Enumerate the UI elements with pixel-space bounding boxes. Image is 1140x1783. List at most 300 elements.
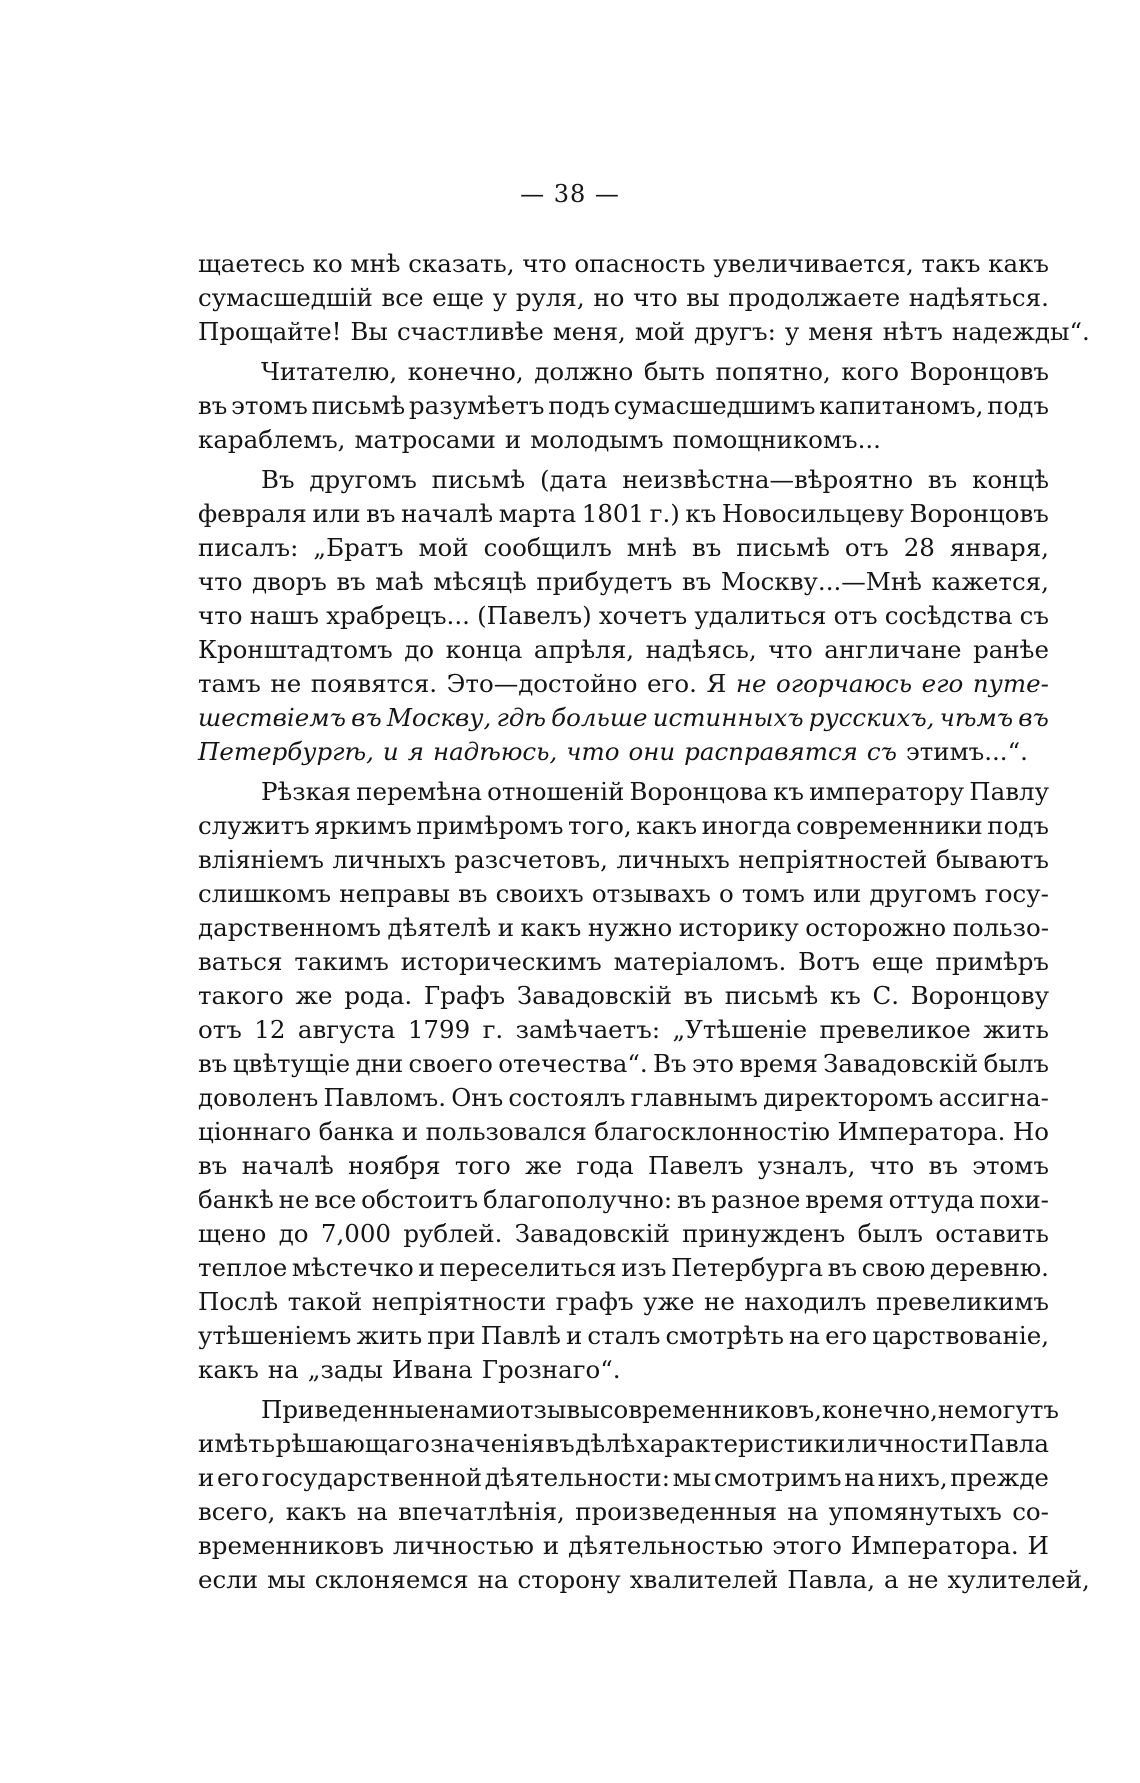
word: удалиться — [694, 601, 827, 630]
word: это — [691, 1049, 734, 1078]
word: матросами — [354, 425, 496, 454]
word: рублей. — [403, 1219, 503, 1248]
word: Павла — [969, 1429, 1049, 1458]
text-line — [198, 979, 1049, 1013]
word: 1799 — [407, 1015, 471, 1044]
word: марта — [498, 499, 577, 528]
word: въ — [927, 465, 958, 494]
word: графъ — [555, 1287, 634, 1316]
word: хвалителей — [629, 1565, 779, 1594]
text-line — [198, 1461, 1049, 1495]
word: что — [198, 567, 243, 596]
word: въ — [545, 1429, 575, 1458]
word: Императора. — [850, 1531, 1019, 1560]
word: произведенныя — [575, 1497, 778, 1526]
text-line — [198, 315, 1090, 349]
word: госу- — [984, 879, 1049, 908]
word: хочетъ — [598, 601, 688, 630]
word: пользовался — [425, 1117, 587, 1146]
word: Въ — [261, 465, 295, 494]
text-line — [198, 809, 1049, 843]
word: къ — [829, 981, 861, 1010]
word: историческимъ — [400, 947, 602, 976]
word: разумѣетъ — [408, 391, 545, 420]
word: личныхъ — [332, 845, 446, 874]
word: перемѣна — [356, 777, 482, 806]
word: на — [477, 1565, 509, 1594]
word: ранѣе — [973, 635, 1049, 664]
word: Я — [706, 669, 727, 698]
word: яркимъ — [314, 811, 412, 840]
word: и — [565, 1321, 583, 1350]
word: Онъ — [451, 1083, 504, 1112]
word: не — [270, 669, 302, 698]
word: неправы — [339, 879, 450, 908]
word: руля, — [515, 283, 585, 312]
word: цвѣтущіе — [232, 1049, 351, 1078]
word: дѣятелѣ — [387, 913, 492, 942]
word: дѣятельностью — [568, 1531, 764, 1560]
word: счастливѣе — [396, 317, 544, 346]
text-line — [198, 565, 1049, 599]
word: надежды“. — [951, 317, 1090, 346]
word: Это—достойно — [446, 669, 638, 698]
word: такъ — [921, 249, 981, 278]
word: сумасшедшимъ — [613, 391, 816, 420]
word: и — [418, 1253, 435, 1282]
word: мой — [418, 533, 469, 562]
word: уже — [643, 1287, 695, 1316]
word: (дата — [539, 465, 608, 494]
paragraph — [198, 247, 1090, 349]
word: всего, — [198, 1497, 276, 1526]
word: былъ — [857, 1219, 923, 1248]
word: Воронцову — [910, 981, 1049, 1010]
text-line — [198, 701, 1049, 735]
word: Павломъ. — [323, 1083, 447, 1112]
word: сторону — [517, 1565, 621, 1594]
word: С. — [872, 981, 900, 1010]
text-line — [198, 531, 1049, 565]
word: царствованіе, — [872, 1321, 1049, 1350]
word: надѣясь, — [645, 635, 757, 664]
word: щаетесь — [198, 249, 305, 278]
word: молодымъ — [530, 425, 664, 454]
word: при — [427, 1321, 476, 1350]
text-line — [198, 1495, 1049, 1529]
word: конечно, — [821, 1395, 938, 1424]
word: Воронцова — [629, 777, 768, 806]
word: благополучно: — [483, 1185, 673, 1214]
word: г. — [482, 1015, 504, 1044]
word: Въ — [653, 1049, 687, 1078]
text-line — [198, 355, 1049, 389]
word: личности — [845, 1429, 969, 1458]
word: слишкомъ — [198, 879, 332, 908]
word: въ — [928, 1151, 958, 1180]
word: какъ — [285, 1497, 347, 1526]
word: сумасшедшій — [198, 283, 373, 312]
word: современники — [796, 811, 983, 840]
word: свою — [861, 1253, 926, 1282]
word: осторожно — [805, 913, 947, 942]
word: русскихъ, — [808, 703, 935, 732]
word: отъ — [844, 533, 889, 562]
word: похи- — [979, 1185, 1049, 1214]
word: все — [381, 283, 424, 312]
word: что — [522, 249, 567, 278]
word: капитаномъ, — [819, 391, 984, 420]
word: караблемъ, — [198, 425, 346, 454]
word: находилъ — [744, 1287, 867, 1316]
text-line — [198, 877, 1049, 911]
word: мой — [634, 317, 685, 346]
word: концѣ — [972, 465, 1049, 494]
word: Воронцовъ — [909, 357, 1049, 386]
word: въ — [198, 391, 228, 420]
word: расправятся — [684, 737, 858, 766]
word: конца — [445, 635, 523, 664]
word: у — [492, 283, 508, 312]
word: пользо- — [952, 913, 1049, 942]
word: на — [789, 1321, 820, 1350]
word: какъ — [520, 913, 582, 942]
word: подъ — [548, 391, 610, 420]
word: время — [805, 1185, 884, 1214]
word: упомянутыхъ — [828, 1497, 1002, 1526]
word: я — [407, 737, 424, 766]
word: сосѣдства — [884, 601, 1013, 630]
word: такого — [198, 981, 284, 1010]
text-line — [198, 1149, 1049, 1183]
word: опасность — [574, 249, 706, 278]
word: впечатлѣнія, — [398, 1497, 565, 1526]
word: на — [787, 1497, 819, 1526]
word: если — [198, 1565, 259, 1594]
word: Павлѣ — [480, 1321, 561, 1350]
text-line — [198, 1047, 1049, 1081]
word: хулителей, — [947, 1565, 1090, 1594]
word: Ивана — [392, 1355, 473, 1384]
word: 1801 — [581, 499, 645, 528]
text-line — [198, 1319, 1049, 1353]
word: какъ — [198, 1355, 259, 1384]
text-line — [198, 1563, 1090, 1597]
word: отзывахъ — [591, 879, 711, 908]
word: подъ — [987, 811, 1049, 840]
word: не — [937, 1395, 969, 1424]
word: не — [704, 1287, 735, 1316]
text-line — [198, 843, 1049, 877]
text-line — [198, 389, 1049, 423]
word: января, — [949, 533, 1049, 562]
text-line — [198, 1393, 1059, 1427]
word: все — [314, 1185, 357, 1214]
word: смотрѣть — [665, 1321, 784, 1350]
word: значенія — [430, 1429, 545, 1458]
word: матеріаломъ. — [613, 947, 787, 976]
word: въ — [336, 567, 366, 596]
word: огорчаюсь — [776, 669, 913, 698]
text-line — [198, 1183, 1049, 1217]
text-line — [198, 1013, 1049, 1047]
word: вліяніемъ — [198, 845, 324, 874]
word: личныхъ — [616, 845, 730, 874]
word: оставить — [935, 1219, 1049, 1248]
word: мнѣ — [626, 533, 677, 562]
word: ціоннаго — [198, 1117, 312, 1146]
word: но — [593, 283, 625, 312]
word: сказать, — [408, 249, 515, 278]
word: императору — [809, 777, 965, 806]
paragraph — [198, 1393, 1090, 1597]
word: помощникомъ... — [672, 425, 881, 454]
word: истинныхъ — [652, 703, 804, 732]
word: другомъ — [869, 879, 977, 908]
word: кого — [841, 357, 900, 386]
text-line — [198, 281, 1049, 315]
document-body — [198, 247, 1090, 1603]
word: примѣромъ — [416, 811, 564, 840]
word: и — [497, 913, 515, 942]
word: на — [267, 1355, 299, 1384]
word: тамъ — [198, 669, 261, 698]
word: маѣ — [375, 567, 424, 596]
word: апрѣля, — [533, 635, 635, 664]
word: надѣюсь, — [432, 737, 558, 766]
word: личностью — [392, 1531, 534, 1560]
word: главнымъ — [630, 1083, 758, 1112]
word: изъ — [621, 1253, 667, 1282]
word: Но — [1012, 1117, 1049, 1146]
text-line — [198, 667, 1049, 701]
text-line — [198, 735, 1049, 769]
word: дѣлѣ — [575, 1429, 636, 1458]
word: превеликое — [819, 1015, 971, 1044]
text-line — [198, 1081, 1049, 1115]
word: англичане — [824, 635, 962, 664]
word: превеликимъ — [876, 1287, 1049, 1316]
word: Императора. — [837, 1117, 1006, 1146]
word: съ — [866, 737, 897, 766]
word: мы — [267, 1565, 306, 1594]
word: бываютъ — [935, 845, 1049, 874]
word: время — [739, 1049, 818, 1078]
word: другъ: — [693, 317, 776, 346]
word: временниковъ — [198, 1531, 384, 1560]
word: больше — [551, 703, 648, 732]
word: того — [454, 1151, 511, 1180]
word: въ — [691, 533, 722, 562]
text-line — [198, 633, 1049, 667]
word: въ — [681, 567, 712, 596]
word: гдѣ — [496, 703, 546, 732]
word: а — [884, 1565, 899, 1594]
word: жить — [356, 1321, 423, 1350]
word: Петербурга — [671, 1253, 824, 1282]
word: въ — [366, 499, 396, 528]
word: сталъ — [587, 1321, 661, 1350]
word: у — [784, 317, 800, 346]
word: до — [278, 1219, 309, 1248]
word: этомъ — [972, 1151, 1049, 1180]
word: этимъ...“. — [905, 737, 1028, 766]
word: что — [869, 1151, 915, 1180]
word: его. — [647, 669, 697, 698]
word: въ — [676, 1185, 707, 1214]
word: со- — [1012, 1497, 1049, 1526]
page-number: — 38 — — [520, 180, 620, 208]
word: дарственномъ — [198, 913, 381, 942]
word: чѣмъ — [939, 703, 1014, 732]
word: нами — [438, 1395, 506, 1424]
text-line — [198, 1529, 1049, 1563]
text-line — [198, 775, 1049, 809]
word: дни — [355, 1049, 404, 1078]
word: непріятности — [371, 1287, 547, 1316]
word: сообщилъ — [483, 533, 612, 562]
word: разсчетовъ, — [454, 845, 608, 874]
word: путе- — [972, 669, 1049, 698]
word: непріятностей — [738, 845, 928, 874]
word: началѣ — [241, 1151, 334, 1180]
word: мѣсяцѣ — [433, 567, 527, 596]
word: продолжаете — [728, 283, 901, 312]
word: въ — [198, 1049, 228, 1078]
word: государственной — [261, 1463, 483, 1492]
word: ноября — [348, 1151, 441, 1180]
word: иногда — [701, 811, 792, 840]
word: этого — [772, 1531, 842, 1560]
text-line — [198, 463, 1049, 497]
word: или — [312, 499, 361, 528]
word: въ — [827, 1253, 858, 1282]
word: храбрецъ... — [326, 601, 470, 630]
word: письмѣ — [736, 533, 830, 562]
word: ассигна- — [938, 1083, 1049, 1112]
text-line — [198, 1217, 1049, 1251]
text-line — [198, 1285, 1049, 1319]
word: же — [295, 981, 333, 1010]
word: склоняемся — [314, 1565, 469, 1594]
word: Новосильцеву — [721, 499, 904, 528]
word: Воронцовъ — [909, 499, 1049, 528]
word: Завадовскій — [516, 981, 672, 1010]
word: не — [735, 669, 767, 698]
word: въ — [198, 1151, 228, 1180]
word: нѣтъ — [882, 317, 943, 346]
word: меня, — [552, 317, 626, 346]
word: попятно, — [715, 357, 831, 386]
word: Рѣзкая — [261, 777, 351, 806]
word: какъ — [636, 811, 698, 840]
word: въ — [458, 879, 488, 908]
word: щено — [198, 1219, 267, 1248]
text-line — [198, 1427, 1049, 1461]
word: доволенъ — [198, 1083, 319, 1112]
word: до — [404, 635, 435, 664]
word: отъ — [198, 1015, 242, 1044]
word: подъ — [987, 391, 1049, 420]
word: Петербургѣ, — [198, 737, 374, 766]
word: еще — [871, 947, 924, 976]
word: директоромъ — [763, 1083, 934, 1112]
word: такой — [287, 1287, 363, 1316]
word: мѣстечко — [291, 1253, 414, 1282]
paragraph — [198, 775, 1049, 1387]
word: въ — [1018, 703, 1049, 732]
word: дѣятельности: — [484, 1463, 670, 1492]
word: и — [504, 425, 522, 454]
word: къ — [685, 499, 717, 528]
word: должно — [534, 357, 634, 386]
word: замѣчаетъ: — [515, 1015, 661, 1044]
word: переселиться — [439, 1253, 617, 1282]
word: отечества“. — [498, 1049, 648, 1078]
word: что — [198, 601, 243, 630]
word: шествіемъ — [198, 703, 346, 732]
word: томъ — [741, 879, 805, 908]
word: что — [768, 635, 813, 664]
word: г.) — [649, 499, 680, 528]
word: еще — [432, 283, 484, 312]
word: письмѣ — [311, 391, 406, 420]
word: „Братъ — [313, 533, 404, 562]
word: служитъ — [198, 811, 310, 840]
word: не — [278, 1185, 310, 1214]
text-line — [198, 1251, 1049, 1285]
word: ко — [312, 249, 343, 278]
word: Кронштадтомъ — [198, 635, 393, 664]
word: увеличивается, — [713, 249, 914, 278]
word: (Павелъ) — [477, 601, 592, 630]
word: и — [401, 1117, 419, 1146]
word: письмѣ — [431, 465, 526, 494]
word: оттуда — [888, 1185, 975, 1214]
word: теплое — [198, 1253, 288, 1282]
word: „зады — [307, 1355, 384, 1384]
word: Графъ — [423, 981, 506, 1010]
word: рѣшающаго — [275, 1429, 430, 1458]
text-line — [198, 599, 1049, 633]
word: Приведенные — [261, 1395, 439, 1424]
word: узналъ, — [757, 1151, 856, 1180]
word: въ — [351, 703, 382, 732]
word: благосклонностію — [594, 1117, 830, 1146]
text-line — [198, 497, 1049, 531]
word: августа — [297, 1015, 396, 1044]
word: что — [633, 283, 678, 312]
word: или — [812, 879, 862, 908]
word: кажется, — [931, 567, 1049, 596]
word: банкѣ — [198, 1185, 274, 1214]
text-line — [198, 423, 1049, 457]
word: И — [1027, 1531, 1049, 1560]
word: Грознаго“. — [481, 1355, 621, 1384]
word: историку — [678, 913, 799, 942]
word: дворъ — [252, 567, 327, 596]
word: утѣшеніемъ — [198, 1321, 352, 1350]
word: нихъ, — [877, 1463, 948, 1492]
word: же — [525, 1151, 563, 1180]
word: отношеній — [487, 777, 625, 806]
word: нашъ — [249, 601, 319, 630]
word: неизвѣстна—вѣроятно — [622, 465, 914, 494]
paragraph — [198, 463, 1049, 769]
word: прежде — [950, 1463, 1049, 1492]
word: имѣть — [198, 1429, 276, 1458]
word: меня — [808, 317, 874, 346]
